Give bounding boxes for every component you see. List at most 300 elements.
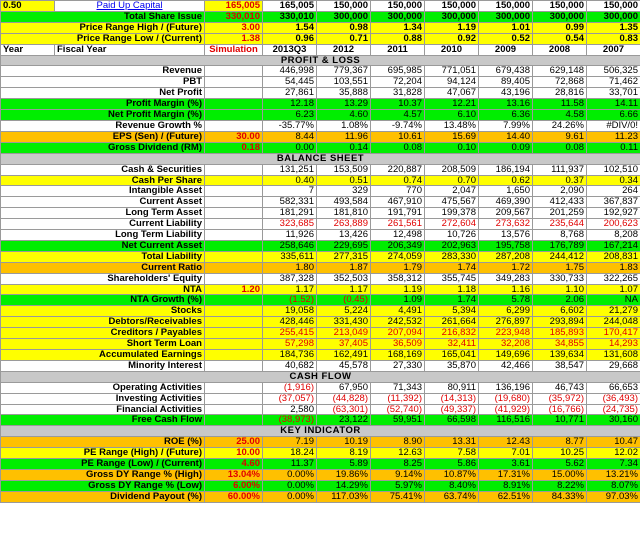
value-cell[interactable]: 139,634 [533,350,587,361]
value-cell[interactable]: 244,412 [533,251,587,262]
value-cell[interactable]: (1,916) [263,382,317,393]
simulation-cell[interactable] [205,350,263,361]
value-cell[interactable]: 37,405 [317,339,371,350]
value-cell[interactable]: 38,547 [533,360,587,371]
value-cell[interactable]: 46,743 [533,382,587,393]
row-label[interactable]: ROE (%) [1,437,205,448]
row-label[interactable]: Dividend Payout (%) [1,491,205,502]
value-cell[interactable]: 84.33% [533,491,587,502]
value-cell[interactable]: 103,551 [317,77,371,88]
value-cell[interactable]: 10.25 [533,448,587,459]
value-cell[interactable]: 255,415 [263,328,317,339]
value-cell[interactable]: 32,411 [425,339,479,350]
value-cell[interactable]: 200,623 [587,219,640,230]
price-low-label[interactable]: Price Range Low / (Current) [1,33,205,44]
value-cell[interactable]: 216,832 [425,328,479,339]
simulation-cell[interactable] [205,393,263,404]
value-cell[interactable]: 276,897 [479,317,533,328]
value-cell[interactable]: 283,330 [425,251,479,262]
total-share-issue-value[interactable]: 300,000 [425,11,479,22]
value-cell[interactable]: 506,325 [587,66,640,77]
simulation-cell[interactable] [205,110,263,121]
value-cell[interactable]: 62.51% [479,491,533,502]
value-cell[interactable]: 1.87 [317,262,371,273]
value-cell[interactable]: 13.48% [425,120,479,131]
price-high-value[interactable]: 1.35 [587,22,640,33]
value-cell[interactable]: 9.14% [371,469,425,480]
value-cell[interactable]: 0.11 [587,142,640,153]
value-cell[interactable]: 10.19 [317,437,371,448]
value-cell[interactable]: 0.34 [587,175,640,186]
value-cell[interactable]: 8.77 [533,437,587,448]
value-cell[interactable]: (11,392) [371,393,425,404]
balance-sheet-section-header[interactable]: BALANCE SHEET [1,153,640,164]
value-cell[interactable]: 4.60 [317,110,371,121]
simulation-cell[interactable] [205,306,263,317]
row-label[interactable]: Investing Activities [1,393,205,404]
value-cell[interactable]: 5.62 [533,459,587,470]
value-cell[interactable]: 1.07 [587,284,640,295]
value-cell[interactable]: 0.37 [533,175,587,186]
cash-flow-section-header[interactable]: CASH FLOW [1,371,640,382]
price-low-value[interactable]: 0.92 [425,33,479,44]
value-cell[interactable]: 467,910 [371,197,425,208]
value-cell[interactable]: 8.07% [587,480,640,491]
value-cell[interactable]: 293,894 [533,317,587,328]
row-label[interactable]: Total Liability [1,251,205,262]
simulation-cell[interactable] [205,415,263,426]
value-cell[interactable]: 8,208 [587,230,640,241]
value-cell[interactable]: 13.16 [479,99,533,110]
simulation-cell[interactable] [205,77,263,88]
value-cell[interactable]: (37,057) [263,393,317,404]
value-cell[interactable]: 8.90 [371,437,425,448]
value-cell[interactable]: 11.37 [263,459,317,470]
value-cell[interactable]: 149,696 [479,350,533,361]
value-cell[interactable]: (38,973) [263,415,317,426]
simulation-cell[interactable]: 4.60 [205,459,263,470]
value-cell[interactable]: 207,094 [371,328,425,339]
value-cell[interactable]: 1.16 [479,284,533,295]
row-label[interactable]: Current Asset [1,197,205,208]
value-cell[interactable]: 0.70 [425,175,479,186]
value-cell[interactable]: 330,733 [533,273,587,284]
row-label[interactable]: Creditors / Payables [1,328,205,339]
value-cell[interactable]: 35,870 [425,360,479,371]
value-cell[interactable]: 10.61 [371,131,425,142]
paid-up-capital-value[interactable]: 150,000 [425,1,479,12]
value-cell[interactable]: 7.19 [263,437,317,448]
value-cell[interactable]: 5,394 [425,306,479,317]
row-label[interactable]: Intangible Asset [1,186,205,197]
value-cell[interactable]: 40,682 [263,360,317,371]
simulation-cell[interactable] [205,360,263,371]
row-label[interactable]: Net Profit Margin (%) [1,110,205,121]
value-cell[interactable]: 4,491 [371,306,425,317]
value-cell[interactable]: 28,816 [533,88,587,99]
value-cell[interactable]: 0.08 [533,142,587,153]
total-share-issue-value[interactable]: 300,000 [479,11,533,22]
value-cell[interactable]: 35,888 [317,88,371,99]
value-cell[interactable]: 7.34 [587,459,640,470]
value-cell[interactable]: 335,611 [263,251,317,262]
simulation-cell[interactable]: 10.00 [205,448,263,459]
value-cell[interactable]: 12,498 [371,230,425,241]
value-cell[interactable]: 679,438 [479,66,533,77]
value-cell[interactable]: (24,735) [587,404,640,415]
simulation-cell[interactable]: 6.00% [205,480,263,491]
value-cell[interactable]: 8.44 [263,131,317,142]
paid-up-capital-value[interactable]: 150,000 [317,1,371,12]
year-header-2009[interactable]: 2009 [479,44,533,55]
value-cell[interactable]: 272,604 [425,219,479,230]
value-cell[interactable]: 24.26% [533,120,587,131]
value-cell[interactable]: 42,466 [479,360,533,371]
value-cell[interactable]: (52,740) [371,404,425,415]
value-cell[interactable]: 12.21 [425,99,479,110]
row-label[interactable]: Stocks [1,306,205,317]
simulation-cell[interactable] [205,66,263,77]
value-cell[interactable]: 355,745 [425,273,479,284]
row-label[interactable]: Revenue [1,66,205,77]
price-high-label[interactable]: Price Range High / (Future) [1,22,205,33]
value-cell[interactable]: 162,491 [317,350,371,361]
value-cell[interactable]: 322,265 [587,273,640,284]
value-cell[interactable]: 72,204 [371,77,425,88]
value-cell[interactable]: 21,279 [587,306,640,317]
value-cell[interactable]: 695,985 [371,66,425,77]
value-cell[interactable]: 1.74 [425,295,479,306]
value-cell[interactable]: 47,067 [425,88,479,99]
value-cell[interactable]: 170,417 [587,328,640,339]
value-cell[interactable]: (41,929) [479,404,533,415]
value-cell[interactable]: 6.10 [425,110,479,121]
simulation-cell[interactable] [205,273,263,284]
value-cell[interactable]: 10.87% [425,469,479,480]
paid-up-capital-value[interactable]: 150,000 [479,1,533,12]
value-cell[interactable]: 102,510 [587,164,640,175]
value-cell[interactable]: 80,911 [425,382,479,393]
value-cell[interactable]: 191,791 [371,208,425,219]
fiscal-year-label[interactable]: Fiscal Year [55,44,205,55]
cell-a1[interactable]: 0.50 [1,1,55,12]
simulation-cell[interactable] [205,208,263,219]
row-label[interactable]: Debtors/Receivables [1,317,205,328]
row-label[interactable]: Net Current Asset [1,240,205,251]
value-cell[interactable]: 1.83 [587,262,640,273]
value-cell[interactable]: 1.79 [371,262,425,273]
value-cell[interactable]: 13.31 [425,437,479,448]
simulation-cell[interactable] [205,164,263,175]
value-cell[interactable]: 261,561 [371,219,425,230]
value-cell[interactable]: 36,509 [371,339,425,350]
year-header-2007[interactable]: 2007 [587,44,640,55]
value-cell[interactable]: 582,331 [263,197,317,208]
value-cell[interactable]: 6.66 [587,110,640,121]
value-cell[interactable]: 0.00 [263,142,317,153]
price-low-value[interactable]: 0.54 [533,33,587,44]
paid-up-capital-value[interactable]: 150,000 [587,1,640,12]
value-cell[interactable]: 287,208 [479,251,533,262]
value-cell[interactable]: (14,313) [425,393,479,404]
value-cell[interactable]: -9.74% [371,120,425,131]
simulation-cell[interactable] [205,317,263,328]
value-cell[interactable]: 199,378 [425,208,479,219]
price-high-value[interactable]: 1.01 [479,22,533,33]
value-cell[interactable]: 0.00% [263,491,317,502]
value-cell[interactable]: 29,668 [587,360,640,371]
value-cell[interactable]: 97.03% [587,491,640,502]
value-cell[interactable]: 1.08% [317,120,371,131]
value-cell[interactable]: 12.18 [263,99,317,110]
value-cell[interactable]: 67,950 [317,382,371,393]
value-cell[interactable]: 0.51 [317,175,371,186]
row-label[interactable]: PE Range (High) / (Future) [1,448,205,459]
value-cell[interactable]: 59,951 [371,415,425,426]
row-label[interactable]: Gross DY Range % (Low) [1,480,205,491]
value-cell[interactable]: 8.91% [479,480,533,491]
value-cell[interactable]: 13,426 [317,230,371,241]
simulation-cell[interactable] [205,339,263,350]
value-cell[interactable]: 165,041 [425,350,479,361]
value-cell[interactable]: 1.10 [533,284,587,295]
value-cell[interactable]: 15.69 [425,131,479,142]
value-cell[interactable]: 493,584 [317,197,371,208]
value-cell[interactable]: 11,926 [263,230,317,241]
value-cell[interactable]: 0.74 [371,175,425,186]
value-cell[interactable]: 277,315 [317,251,371,262]
value-cell[interactable]: 63.74% [425,491,479,502]
simulation-cell[interactable] [205,88,263,99]
year-header-2012[interactable]: 2012 [317,44,371,55]
value-cell[interactable]: 192,927 [587,208,640,219]
value-cell[interactable]: 195,758 [479,240,533,251]
simulation-cell[interactable] [205,186,263,197]
value-cell[interactable]: 469,390 [479,197,533,208]
value-cell[interactable]: 428,446 [263,317,317,328]
value-cell[interactable]: 1.17 [263,284,317,295]
value-cell[interactable]: 329 [317,186,371,197]
row-label[interactable]: Financial Activities [1,404,205,415]
row-label[interactable]: Current Ratio [1,262,205,273]
value-cell[interactable]: (44,828) [317,393,371,404]
value-cell[interactable]: 12.02 [587,448,640,459]
simulation-cell[interactable] [205,120,263,131]
value-cell[interactable]: 5,224 [317,306,371,317]
value-cell[interactable]: 358,312 [371,273,425,284]
value-cell[interactable]: 75.41% [371,491,425,502]
value-cell[interactable]: 6.23 [263,110,317,121]
value-cell[interactable]: (35,972) [533,393,587,404]
paid-up-capital-value[interactable]: 150,000 [533,1,587,12]
value-cell[interactable]: 258,646 [263,240,317,251]
value-cell[interactable]: 223,948 [479,328,533,339]
value-cell[interactable]: (1.52) [263,295,317,306]
value-cell[interactable]: 202,963 [425,240,479,251]
simulation-cell[interactable]: 1.20 [205,284,263,295]
value-cell[interactable]: 1.18 [425,284,479,295]
value-cell[interactable]: 349,283 [479,273,533,284]
value-cell[interactable]: -35.77% [263,120,317,131]
value-cell[interactable]: (36,493) [587,393,640,404]
value-cell[interactable]: 153,509 [317,164,371,175]
row-label[interactable]: Profit Margin (%) [1,99,205,110]
value-cell[interactable]: 94,124 [425,77,479,88]
value-cell[interactable]: 0.00% [263,480,317,491]
value-cell[interactable]: 66,653 [587,382,640,393]
value-cell[interactable]: 6,299 [479,306,533,317]
value-cell[interactable]: 6,602 [533,306,587,317]
value-cell[interactable]: 14.29% [317,480,371,491]
simulation-cell[interactable]: 30.00 [205,131,263,142]
value-cell[interactable]: 4.58 [533,110,587,121]
value-cell[interactable]: 6.36 [479,110,533,121]
value-cell[interactable]: 5.89 [317,459,371,470]
value-cell[interactable]: 209,567 [479,208,533,219]
value-cell[interactable]: 331,430 [317,317,371,328]
value-cell[interactable]: 0.62 [479,175,533,186]
value-cell[interactable]: 5.86 [425,459,479,470]
simulation-cell[interactable] [205,219,263,230]
value-cell[interactable]: 27,330 [371,360,425,371]
simulation-cell[interactable] [205,240,263,251]
price-high-value[interactable]: 1.34 [371,22,425,33]
value-cell[interactable]: 208,509 [425,164,479,175]
value-cell[interactable]: 30,160 [587,415,640,426]
value-cell[interactable]: 201,259 [533,208,587,219]
value-cell[interactable]: 176,789 [533,240,587,251]
row-label[interactable]: Cash Per Share [1,175,205,186]
value-cell[interactable]: 235,644 [533,219,587,230]
value-cell[interactable]: 8.40% [425,480,479,491]
value-cell[interactable]: 43,196 [479,88,533,99]
value-cell[interactable]: 779,367 [317,66,371,77]
row-label[interactable]: Free Cash Flow [1,415,205,426]
total-share-issue-value[interactable]: 300,000 [317,11,371,22]
value-cell[interactable]: 352,503 [317,273,371,284]
value-cell[interactable]: 186,194 [479,164,533,175]
value-cell[interactable]: 2,047 [425,186,479,197]
value-cell[interactable]: 0.00% [263,469,317,480]
value-cell[interactable]: 0.14 [317,142,371,153]
value-cell[interactable]: (0.45) [317,295,371,306]
value-cell[interactable]: 131,608 [587,350,640,361]
value-cell[interactable]: 7.01 [479,448,533,459]
value-cell[interactable]: 0.10 [425,142,479,153]
value-cell[interactable]: 229,695 [317,240,371,251]
value-cell[interactable]: 2.06 [533,295,587,306]
paid-up-capital-value[interactable]: 165,005 [263,1,317,12]
price-high-value[interactable]: 3.00 [205,22,263,33]
value-cell[interactable]: 181,291 [263,208,317,219]
price-high-value[interactable]: 1.19 [425,22,479,33]
total-share-issue-value[interactable]: 330,010 [205,11,263,22]
value-cell[interactable]: 8.19 [317,448,371,459]
value-cell[interactable]: 167,214 [587,240,640,251]
row-label[interactable]: Revenue Growth % [1,120,205,131]
value-cell[interactable]: 14,293 [587,339,640,350]
value-cell[interactable]: 17.31% [479,469,533,480]
row-label[interactable]: Gross DY Range % (High) [1,469,205,480]
value-cell[interactable]: 27,861 [263,88,317,99]
value-cell[interactable]: 206,349 [371,240,425,251]
value-cell[interactable]: 0.40 [263,175,317,186]
value-cell[interactable]: 89,405 [479,77,533,88]
value-cell[interactable]: 273,632 [479,219,533,230]
value-cell[interactable]: 12.43 [479,437,533,448]
value-cell[interactable]: 1.75 [533,262,587,273]
value-cell[interactable]: 771,051 [425,66,479,77]
value-cell[interactable]: 0.08 [371,142,425,153]
price-low-value[interactable]: 0.52 [479,33,533,44]
row-label[interactable]: Minority Interest [1,360,205,371]
value-cell[interactable]: (49,337) [425,404,479,415]
price-high-value[interactable]: 1.54 [263,22,317,33]
value-cell[interactable]: 13,576 [479,230,533,241]
value-cell[interactable]: 181,810 [317,208,371,219]
value-cell[interactable]: 184,736 [263,350,317,361]
value-cell[interactable]: 242,532 [371,317,425,328]
value-cell[interactable]: 19.86% [317,469,371,480]
value-cell[interactable]: 10,771 [533,415,587,426]
row-label[interactable]: Operating Activities [1,382,205,393]
value-cell[interactable]: NA [587,295,640,306]
row-label[interactable]: Short Term Loan [1,339,205,350]
simulation-cell[interactable]: 13.04% [205,469,263,480]
row-label[interactable]: Cash & Securities [1,164,205,175]
simulation-cell[interactable] [205,295,263,306]
simulation-cell[interactable]: 25.00 [205,437,263,448]
value-cell[interactable]: 19,058 [263,306,317,317]
value-cell[interactable]: 32,208 [479,339,533,350]
value-cell[interactable]: 2,090 [533,186,587,197]
value-cell[interactable]: 244,048 [587,317,640,328]
total-share-issue-value[interactable]: 300,000 [371,11,425,22]
value-cell[interactable]: 33,701 [587,88,640,99]
value-cell[interactable]: 66,598 [425,415,479,426]
paid-up-capital-link[interactable]: Paid Up Capital [55,1,205,12]
row-label[interactable]: Net Profit [1,88,205,99]
value-cell[interactable]: 5.78 [479,295,533,306]
value-cell[interactable]: 629,148 [533,66,587,77]
value-cell[interactable]: 7.99% [479,120,533,131]
value-cell[interactable]: 1.72 [479,262,533,273]
paid-up-capital-value[interactable]: 150,000 [371,1,425,12]
value-cell[interactable]: 1.17 [317,284,371,295]
value-cell[interactable]: 116,516 [479,415,533,426]
simulation-cell[interactable]: 0.18 [205,142,263,153]
simulation-cell[interactable] [205,175,263,186]
value-cell[interactable]: 14.11 [587,99,640,110]
total-share-issue-value[interactable]: 300,000 [533,11,587,22]
value-cell[interactable]: 111,937 [533,164,587,175]
value-cell[interactable]: 10,726 [425,230,479,241]
value-cell[interactable]: 220,887 [371,164,425,175]
value-cell[interactable]: 5.97% [371,480,425,491]
value-cell[interactable]: 7 [263,186,317,197]
profit-loss-section-header[interactable]: PROFIT & LOSS [1,55,640,66]
value-cell[interactable]: 185,893 [533,328,587,339]
value-cell[interactable]: 1.80 [263,262,317,273]
value-cell[interactable]: 213,049 [317,328,371,339]
value-cell[interactable]: 475,567 [425,197,479,208]
value-cell[interactable]: 8.25 [371,459,425,470]
paid-up-capital-value[interactable]: 165,005 [205,1,263,12]
value-cell[interactable]: 1.74 [425,262,479,273]
row-label[interactable]: Long Term Asset [1,208,205,219]
value-cell[interactable]: 136,196 [479,382,533,393]
value-cell[interactable]: 261,664 [425,317,479,328]
